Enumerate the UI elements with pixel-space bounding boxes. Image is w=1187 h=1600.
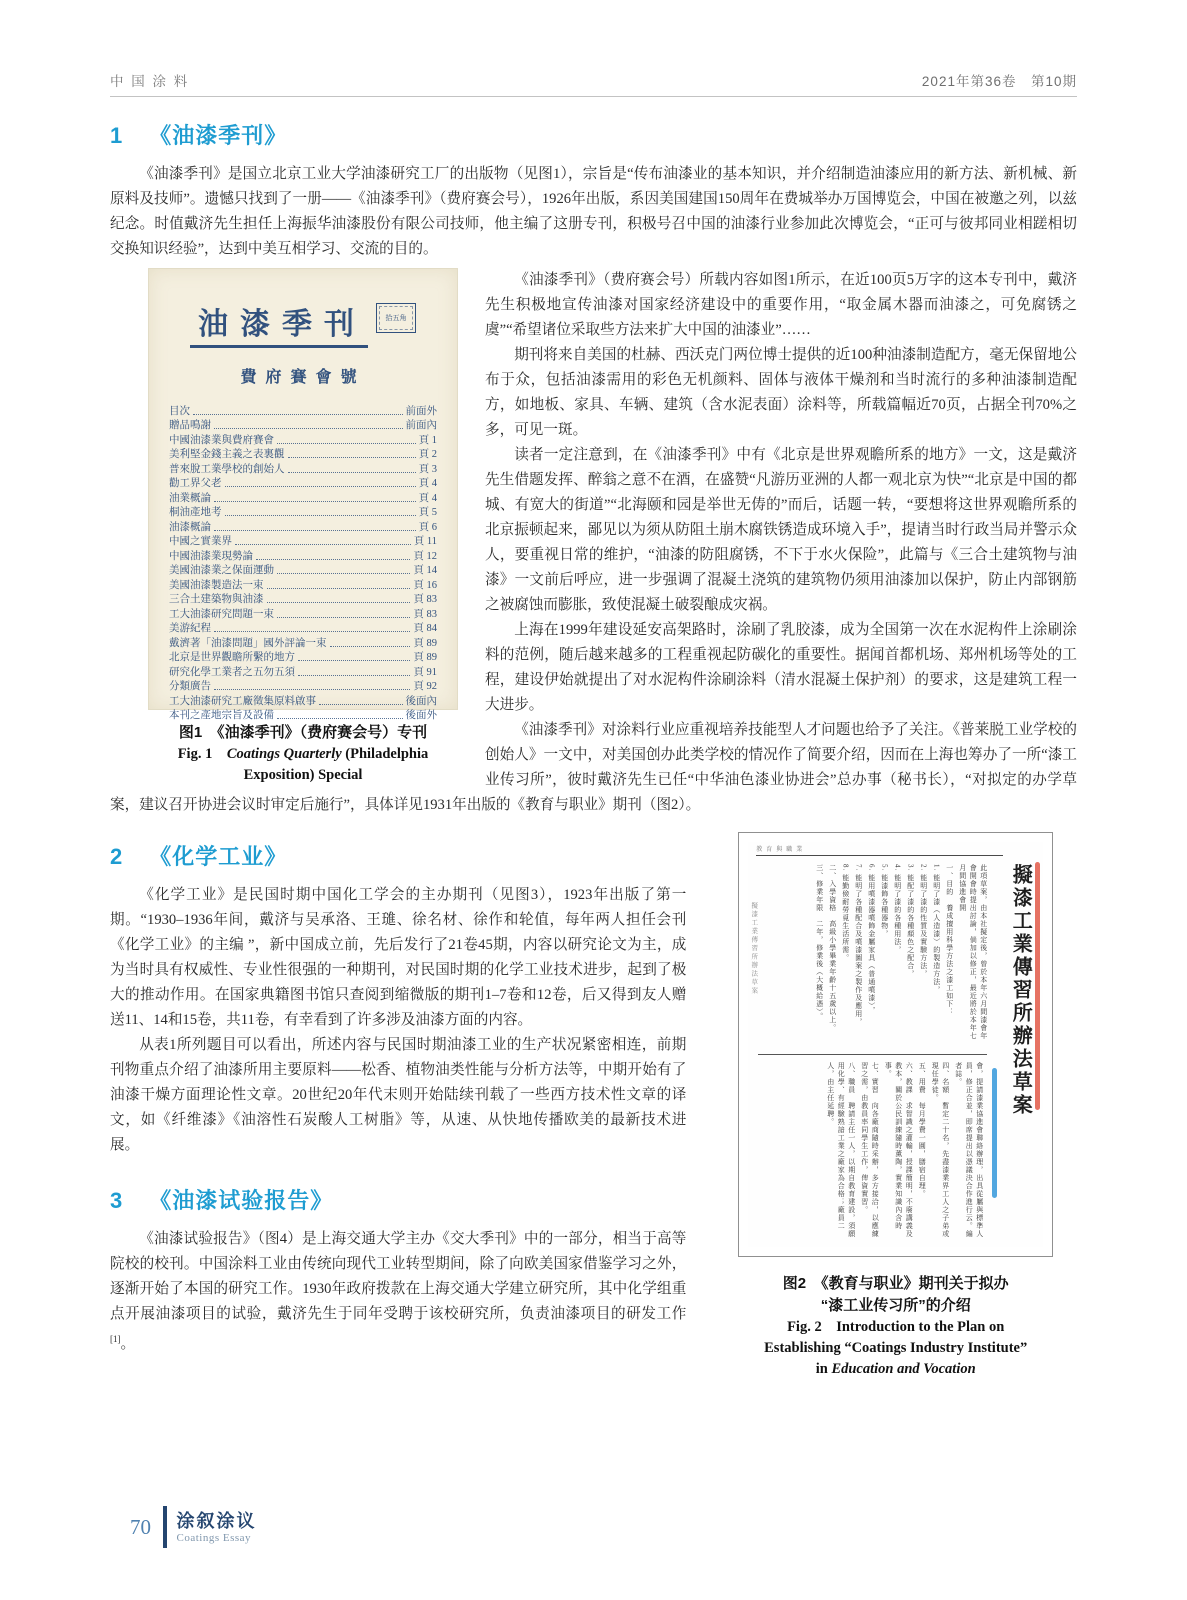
section-3-heading [110,1184,686,1215]
s1-paragraph-4: 读者一定注意到，在《油漆季刊》中有《北京是世界观瞻所系的地方》一文，这是戴济先生借题发挥、醉翁之意不在酒，在盛赞“凡游历亚洲的人都一观北京为快”“北京是中国的都城、有宽大的街道”“北海颐和园是举世无俦的”而后，话题一转，“要想将这世界观瞻所系的北京振顿起来，鄙见以为须从防阻土崩木腐铁锈造成环境入手”，提请当时行政当局并警示众人，要重视日常的维护，“油漆的防阻腐锈，不下于水火保险”，此篇与《三合土建筑物与油漆》一文前后呼应，进一步强调了混凝土浇筑的建筑物仍须用油漆加以保护，防止内部钢筋之被腐蚀而膨胀，致使混凝土破裂酿成灾祸。 [485,447,1077,613]
toc-row: 中國油漆業現勢論 頁 12 [169,550,437,562]
doc-column: 4. 能明了漆的各種用法， [893,864,902,954]
toc-dot-leader [288,457,416,458]
doc-title: 擬漆工業傳習所辦法草案 [1009,864,1032,1117]
toc-row: 普來脫工業學校的創始人 頁 3 [169,463,437,475]
toc-dot-leader [298,660,410,661]
left-text-column [110,828,686,1380]
toc-dot-leader [277,573,410,574]
toc-dot-leader [225,486,416,487]
doc-margin-label: 擬漆工業傳習所辦法草案 [750,902,758,996]
s2-paragraph-1: 《化学工业》是民国时期中国化工学会的主办期刊（见图3），1923年出版了第一期。“1930–1936年间，戴济与吴承洛、王璡、徐名材、徐作和轮值，每年两人担任会刊《化学工业》的主编 ”，新中国成立前，先后发行了21卷45期，内容以研究论文为主，成为当时具有权威性、专业性很强的一种期刊，对民国时期的化学工业技术进步，起到了极大的推动作用。在国家典籍图书馆只查阅到缩微版的期刊1–7卷和12卷，后又得到友人赠送11、14和15卷，共11卷，有幸看到了许多涉及油漆方面的内容。 [110,887,687,1028]
doc-column: 此項草案，由本社擬定後，曾於本年六月間漆會年會開會時提出討論，倘加以修正，最近將於本年七月間協進會開 [958,864,988,1040]
reference-marker: [1] [110,1334,121,1344]
doc-column: 會，提請漆業協進會聯絡辦理，出具從屬與標準人員，修正合並，即席提出以憑議決合作進行云。編者誌。 [954,1062,984,1238]
s2-paragraph-2: 从表1所列题目可以看出，所述内容与民国时期油漆工业的生产状况紧密相连，前期刊物重点介绍了油漆所用主要原料——松香、植物油类性能与分析方法等，中期开始有了油漆干燥方面理论性文章。20世纪20年代末则开始陆续刊载了一些西方技术性文章的译文，如《纤维漆》《油溶性石炭酸人工树脂》等，从速、从快地传播欧美的最新技术进展。 [110,1037,687,1153]
toc-dot-leader [330,646,411,647]
toc-row: 美游紀程 頁 84 [169,623,437,634]
toc-dot-leader [214,689,410,690]
toc-dot-leader [214,428,403,429]
figure-1-caption [148,722,458,786]
toc-row: 美利堅金錢主義之表裏觀 頁 2 [169,449,437,460]
cover-title: 油漆季刊 [190,299,368,348]
page-header [110,70,1077,97]
doc-column: 6. 能用噴漆器噴飾金屬家具（普通噴漆）， [867,864,876,1015]
doc-column: 3. 能配了漆的各種顏色之配合， [906,864,915,978]
red-highlight-line [1035,862,1040,1110]
blue-highlight-line [992,1068,997,1198]
toc-row: 桐油產地考 頁 5 [169,507,437,518]
section-2-heading [110,840,686,871]
s1-paragraph-5: 上海在1999年建设延安高架路时，涂刷了乳胶漆，成为全国第一次在水泥构件上涂刷涂料的范例，随后越来越多的工程重视起防碳化的重要性。据闻首都机场、郑州机场等处的工程，建设伊始就提出了对水泥构件涂刷涂料（清水混凝土保护剂）的要求，这是建筑工程一大进步。 [485,622,1077,713]
section-2-number: 2 [110,844,124,869]
doc-column: 2. 能明了漆的性質及實驗方法， [919,864,928,978]
toc-dot-leader [277,718,403,719]
toc-row: 中國油漆業與費府賽會 頁 1 [169,434,437,446]
figure-1-journal-cover [148,268,458,721]
toc-dot-leader [288,472,416,473]
section-3-number: 3 [110,1188,124,1213]
toc-row: 三合土建築物與油漆 頁 83 [169,594,437,605]
doc-column: 六、教課 求智識之灌輸，授課簡明，不廢講義及教本，關於公民訓練隨時薰陶，實業知識內含時事。 [884,1062,914,1238]
toc-row: 工大油漆研究問題一束 頁 83 [169,608,437,620]
toc-row: 北京是世界觀瞻所繫的地方 頁 89 [169,652,437,663]
toc-dot-leader [277,443,416,444]
doc-column: 5. 能漆飾各種器物， [880,864,889,938]
figure-2 [738,832,1053,1257]
section-1-number: 1 [110,123,124,148]
toc-row: 工大油漆研究工廠徵集原料啟事 後面內 [169,695,437,707]
toc-dot-leader [319,704,403,705]
doc-column: 7. 能明了各種配合及噴漆圖案之製作及應用， [854,864,863,1026]
right-figure-column [714,828,1077,1380]
figure-2-caption-zh1: 图2 《教育与职业》期刊关于拟办 [782,1275,1009,1292]
issue-info: 2021年第36卷 第10期 [921,74,1077,89]
toc-dot-leader [277,617,410,618]
toc-row: 油業概論 頁 4 [169,492,437,504]
doc-upper-columns [762,864,991,1046]
figure-2-caption-zh2: “漆工业传习所”的介绍 [820,1297,971,1314]
toc-row: 研究化學工業者之五勿五須 頁 91 [169,666,437,678]
figure-2-old-document [748,842,1043,1247]
toc-row: 目次 前面外 [169,405,437,417]
toc-dot-leader [225,515,416,516]
toc-dot-leader [214,501,416,502]
figure-2-caption-en1: Fig. 2 Introduction to the Plan on [787,1319,1005,1335]
s1-paragraph-3: 期刊将来自美国的杜赫、西沃克门两位博士提供的近100种油漆制造配方，毫无保留地公布于众，包括油漆需用的彩色无机颜料、固体与液体干燥剂和当时流行的多种油漆制造配方，如地板、家具、车辆、建筑（含水泥表面）涂料等，所载篇幅近70页，占据全刊70%之多，可见一斑。 [485,347,1077,438]
page-number: 70 [130,1514,151,1539]
s3-paragraph-1: 《油漆试验报告》（图4）是上海交通大学主办《交大季刊》中的一部分，相当于高等院校的校刊。中国涂料工业由传统向现代工业转型期间，除了向欧美国家借鉴学习之外，逐渐开始了本国的研究工作。1930年政府拨款在上海交通大学建立研究所，其中化学组重点开展油漆项目的试验，戴济先生于同年受聘于该校研究所，负责油漆项目的研发工作[1]。 [110,1231,687,1352]
figure-2-caption-en2: Establishing “Coatings Industry Institute” [764,1340,1028,1356]
doc-column: 七、實習 向各廠商隨時采辦，多方接洽，以應練習之需，由教員率同學生工作，俾資實習。 [860,1062,880,1238]
toc-row: 分類廣告 頁 92 [169,681,437,692]
section-3-title: 《油漆试验报告》 [149,1188,334,1213]
section-2-title: 《化学工业》 [149,844,288,869]
page-footer [130,1506,257,1548]
figure-1-caption-en: Fig. 1 Coatings Quarterly (Philadelphia [177,746,429,762]
toc-dot-leader [267,602,411,603]
cover-subtitle: 費府賽會號 [240,369,366,386]
toc-dot-leader [267,588,411,589]
s1-paragraph-2: 《油漆季刊》（费府赛会号）所载内容如图1所示，在近100页5万字的这本专刊中，戴济先生积极地宣传油漆对国家经济建设中的重要作用，“取金属木器而油漆之，可免腐锈之虞”“希望诸位采取些方法来扩大中国的油漆业”…… [485,272,1077,338]
toc-row: 中國之實業界 頁 11 [169,536,437,547]
price-stamp: 拾五角 [376,303,416,333]
footer-divider-bar [163,1506,167,1548]
toc-dot-leader [214,530,416,531]
s1-paragraph-1: 《油漆季刊》是国立北京工业大学油漆研究工厂的出版物（见图1），宗旨是“传布油漆业的基本知识，并介绍制造油漆应用的新方法、新机械、新原料及技师”。遗憾只找到了一册——《油漆季刊》（费府赛会号），1926年出版，系因美国建国150周年在费城举办万国博览会，中国在被邀之列，以兹纪念。时值戴济先生担任上海振华油漆股份有限公司技师，他主编了这册专刊，积极号召中国的油漆行业参加此次博览会，“正可与彼邦同业相蹉相切交换知识经验”，达到中美互相学习、交流的目的。 [110,166,1077,257]
figure-1-caption-zh: 图1 《油漆季刊》（费府赛会号）专刊 [178,724,428,741]
s1-paragraph-6: 《油漆季刊》对涂料行业应重视培养技能型人才问题也给予了关注。《普莱脱工业学校的创始人》一文中，对美国创办此类学校的情况作了简要介绍，因而在上海也筹办了一所“漆工业传习所”，彼时戴济先生已任“中华油色漆业协进会”总办事（秘书长），“对拟定的办学草案，建议召开协进会议时审定后施行”，具体详见1931年出版的《教育与职业》期刊（图2）。 [110,722,1077,813]
toc-row: 戴濟著「油漆問題」國外評論一束 頁 89 [169,637,437,649]
doc-column: 8. 能勤儉耐勞覓生活所需。 [841,864,850,962]
figure-2-caption-en3: in Education and Vocation [815,1361,976,1377]
figure-1-caption-en-line2: Exposition) Special [243,767,363,783]
column-name-en: Coatings Essay [176,1532,252,1544]
doc-column: 三、修業年限 二年，修業後（大概給憑）。 [815,864,824,1021]
doc-column: 1. 能明了漆（人造漆）的製造方法， [932,864,941,994]
doc-lower-columns [762,1062,987,1243]
cover-toc [169,403,437,722]
toc-dot-leader [214,631,410,632]
figure-1 [110,268,485,786]
doc-header-band: 教育與職業 [756,844,1003,856]
doc-column: 五、用費 每月學費一圓，膳宿自理。 [918,1062,927,1198]
toc-dot-leader [235,544,411,545]
toc-row: 勸工界父老 頁 4 [169,478,437,489]
section-1-heading [110,119,1077,150]
toc-row: 美國油漆業之保面運動 頁 14 [169,565,437,576]
toc-dot-leader [256,559,410,560]
toc-row: 贈品鳴謝 前面內 [169,420,437,431]
column-name-zh: 涂叙涂议 [176,1511,257,1531]
section-1-title: 《油漆季刊》 [149,123,288,148]
doc-column: 一、目的 養成擅用科學方法之漆工如下： [945,864,954,1016]
toc-dot-leader [193,414,403,415]
toc-row: 油漆概論 頁 6 [169,521,437,533]
doc-divider-rule [758,1054,987,1055]
toc-row: 本刊之產地宗旨及設備 後面外 [169,710,437,721]
figure-2-caption [714,1273,1077,1380]
journal-name: 中 国 涂 料 [110,74,190,89]
toc-dot-leader [298,675,410,676]
doc-column: 四、名額 暫定二十名，先盡漆業界工人之子弟或現任學徒。 [931,1062,950,1238]
doc-column: 二、入學資格 高級小學畢業年齡十五歲以上。 [828,864,837,1032]
doc-column: 八、職員 聘請主任一人，以期自教育建設，須願用化學、有經驗熟諳工業之廠家為合格；廠員二人，由主任延聘。 [826,1062,856,1238]
toc-row: 美國油漆製造法一束 頁 16 [169,579,437,591]
